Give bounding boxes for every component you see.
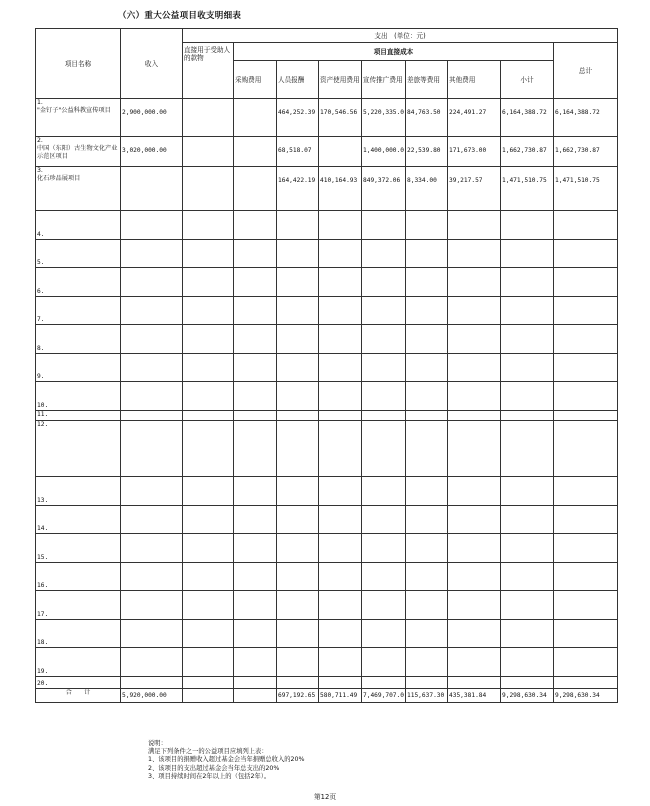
table-row [36, 325, 618, 354]
empty-cell [406, 354, 448, 382]
empty-cell [362, 648, 406, 677]
empty-cell [319, 354, 362, 382]
empty-cell [121, 534, 183, 563]
empty-cell [121, 240, 183, 268]
empty-cell [319, 477, 362, 506]
empty-cell [406, 411, 448, 421]
empty-cell [448, 268, 501, 297]
empty-cell [319, 382, 362, 411]
cell-subtotal: 1,471,510.75 [501, 167, 554, 211]
empty-cell [277, 421, 319, 477]
empty-cell [362, 297, 406, 325]
empty-cell [554, 325, 618, 354]
sum-total: 9,298,630.34 [554, 689, 618, 703]
empty-cell [406, 534, 448, 563]
cell-travel: 22,539.80 [406, 137, 448, 167]
cell-project-name [36, 167, 121, 211]
cell-income [121, 167, 183, 211]
project-name: 化石珍品展项目 [37, 175, 81, 182]
empty-cell [448, 563, 501, 591]
header-direct-cost: 项目直接成本 [234, 43, 554, 61]
cell-income: 2,900,000.00 [121, 99, 183, 137]
empty-cell [319, 677, 362, 689]
empty-cell [183, 591, 234, 620]
empty-cell [362, 268, 406, 297]
row-number: 14. [36, 506, 121, 534]
empty-cell [554, 591, 618, 620]
header-promotion: 宣传推广费用 [362, 61, 406, 99]
empty-cell [183, 648, 234, 677]
empty-cell [554, 268, 618, 297]
empty-cell [362, 620, 406, 648]
table-row [36, 563, 618, 591]
sum-travel: 115,637.30 [406, 689, 448, 703]
empty-cell [121, 411, 183, 421]
empty-cell [121, 354, 183, 382]
empty-cell [448, 591, 501, 620]
table-row [36, 591, 618, 620]
row-number: 12. [36, 421, 121, 477]
table-row [36, 167, 618, 211]
project-name: 中国（东阳）古生物文化产业示范区项目 [37, 145, 118, 160]
empty-cell [183, 354, 234, 382]
empty-cell [501, 325, 554, 354]
empty-cell [448, 240, 501, 268]
empty-cell [121, 591, 183, 620]
cell-income: 3,020,000.00 [121, 137, 183, 167]
empty-cell [362, 506, 406, 534]
sum-promotion: 7,469,707.0 [362, 689, 406, 703]
table-row [36, 534, 618, 563]
empty-cell [277, 620, 319, 648]
cell-other: 39,217.57 [448, 167, 501, 211]
cell-promotion: 1,400,000.0 [362, 137, 406, 167]
empty-cell [183, 325, 234, 354]
empty-cell [362, 591, 406, 620]
empty-cell [234, 620, 277, 648]
cell-other: 224,491.27 [448, 99, 501, 137]
row-number: 9. [36, 354, 121, 382]
empty-cell [406, 648, 448, 677]
header-personnel: 人员报酬 [277, 61, 319, 99]
empty-cell [406, 325, 448, 354]
cell-total: 6,164,388.72 [554, 99, 618, 137]
cell-procurement [234, 167, 277, 211]
header-expense-unit: 支出 (单位：元) [183, 29, 618, 43]
table-row [36, 620, 618, 648]
empty-cell [406, 563, 448, 591]
row-number: 2. [37, 137, 43, 144]
table-row [36, 99, 618, 137]
header-project-name: 项目名称 [36, 29, 121, 99]
header-procurement: 采购费用 [234, 61, 277, 99]
empty-cell [406, 268, 448, 297]
empty-cell [121, 563, 183, 591]
empty-cell [319, 411, 362, 421]
empty-cell [501, 411, 554, 421]
project-income-expense-table [35, 28, 618, 703]
empty-cell [501, 240, 554, 268]
table-row [36, 477, 618, 506]
empty-cell [183, 411, 234, 421]
empty-cell [277, 354, 319, 382]
empty-cell [277, 563, 319, 591]
empty-cell [183, 506, 234, 534]
cell-promotion: 5,220,335.0 [362, 99, 406, 137]
notes [148, 740, 305, 781]
row-number: 10. [36, 382, 121, 411]
table-row [36, 297, 618, 325]
cell-subtotal: 6,164,388.72 [501, 99, 554, 137]
sum-subtotal: 9,298,630.34 [501, 689, 554, 703]
cell-direct-aid [183, 167, 234, 211]
empty-cell [234, 677, 277, 689]
empty-cell [319, 620, 362, 648]
empty-cell [121, 506, 183, 534]
empty-cell [234, 297, 277, 325]
empty-cell [406, 240, 448, 268]
header-income: 收入 [121, 29, 183, 99]
empty-cell [121, 211, 183, 240]
row-number: 4. [36, 211, 121, 240]
empty-cell [362, 421, 406, 477]
row-number: 1. [37, 99, 43, 106]
cell-personnel: 464,252.39 [277, 99, 319, 137]
empty-cell [234, 421, 277, 477]
table-row [36, 240, 618, 268]
empty-cell [234, 506, 277, 534]
empty-cell [319, 268, 362, 297]
cell-personnel: 164,422.19 [277, 167, 319, 211]
empty-cell [554, 677, 618, 689]
empty-cell [362, 563, 406, 591]
empty-cell [448, 211, 501, 240]
empty-cell [183, 534, 234, 563]
cell-asset-use: 170,546.56 [319, 99, 362, 137]
empty-cell [277, 648, 319, 677]
empty-cell [277, 268, 319, 297]
row-number: 15. [36, 534, 121, 563]
sum-direct-aid [183, 689, 234, 703]
empty-cell [554, 297, 618, 325]
cell-project-name [36, 137, 121, 167]
note-line: 满足下列条件之一的公益项目应填列上表： [148, 748, 268, 756]
empty-cell [319, 534, 362, 563]
empty-cell [234, 268, 277, 297]
sum-other: 435,381.84 [448, 689, 501, 703]
empty-cell [501, 268, 554, 297]
cell-asset-use [319, 137, 362, 167]
empty-cell [362, 325, 406, 354]
empty-cell [448, 325, 501, 354]
empty-cell [234, 382, 277, 411]
empty-cell [501, 421, 554, 477]
empty-cell [448, 677, 501, 689]
empty-cell [448, 477, 501, 506]
empty-cell [277, 211, 319, 240]
table-row [36, 137, 618, 167]
row-number: 3. [37, 167, 43, 174]
header-direct-aid: 直接用于受助人的款物 [183, 43, 234, 99]
empty-cell [501, 677, 554, 689]
row-number: 18. [36, 620, 121, 648]
sum-asset-use: 580,711.49 [319, 689, 362, 703]
empty-cell [277, 677, 319, 689]
table-row [36, 211, 618, 240]
header-travel: 差旅等费用 [406, 61, 448, 99]
empty-cell [406, 677, 448, 689]
empty-cell [554, 534, 618, 563]
empty-cell [319, 421, 362, 477]
table-row [36, 506, 618, 534]
table-row [36, 354, 618, 382]
empty-cell [448, 506, 501, 534]
empty-cell [448, 382, 501, 411]
empty-cell [234, 325, 277, 354]
table-row [36, 677, 618, 689]
empty-cell [554, 648, 618, 677]
empty-cell [406, 382, 448, 411]
header-other: 其他费用 [448, 61, 501, 99]
row-number: 16. [36, 563, 121, 591]
empty-cell [554, 240, 618, 268]
empty-cell [501, 506, 554, 534]
cell-travel: 8,334.00 [406, 167, 448, 211]
sum-personnel: 697,192.65 [277, 689, 319, 703]
empty-cell [234, 211, 277, 240]
empty-cell [277, 325, 319, 354]
table-row [36, 382, 618, 411]
empty-cell [277, 240, 319, 268]
empty-cell [448, 620, 501, 648]
empty-cell [362, 382, 406, 411]
empty-cell [121, 677, 183, 689]
empty-cell [183, 477, 234, 506]
row-number: 7. [36, 297, 121, 325]
table-row [36, 648, 618, 677]
empty-cell [448, 534, 501, 563]
empty-cell [362, 677, 406, 689]
empty-cell [406, 477, 448, 506]
empty-cell [319, 325, 362, 354]
empty-cell [448, 648, 501, 677]
empty-cell [501, 534, 554, 563]
empty-cell [183, 421, 234, 477]
note-line: 说明： [148, 740, 167, 747]
empty-cell [362, 477, 406, 506]
cell-personnel: 68,518.07 [277, 137, 319, 167]
empty-cell [448, 297, 501, 325]
project-name: "金钉子"公益科教宣传项目 [37, 107, 111, 114]
empty-cell [183, 677, 234, 689]
table-row [36, 421, 618, 477]
cell-direct-aid [183, 99, 234, 137]
row-number: 8. [36, 325, 121, 354]
empty-cell [554, 563, 618, 591]
cell-asset-use: 410,164.93 [319, 167, 362, 211]
empty-cell [183, 268, 234, 297]
note-line: 3、项目持续时间在2年以上的（包括2年）。 [148, 772, 271, 780]
empty-cell [554, 411, 618, 421]
empty-cell [121, 325, 183, 354]
cell-subtotal: 1,662,730.87 [501, 137, 554, 167]
empty-cell [406, 506, 448, 534]
empty-cell [448, 354, 501, 382]
page-title: （六）重大公益项目收支明细表 [118, 11, 242, 21]
empty-cell [121, 421, 183, 477]
empty-cell [406, 211, 448, 240]
empty-cell [319, 648, 362, 677]
empty-cell [501, 620, 554, 648]
empty-cell [362, 211, 406, 240]
sum-procurement [234, 689, 277, 703]
empty-cell [448, 411, 501, 421]
empty-cell [277, 591, 319, 620]
row-number: 17. [36, 591, 121, 620]
empty-cell [121, 648, 183, 677]
empty-cell [234, 591, 277, 620]
cell-project-name [36, 99, 121, 137]
cell-promotion: 849,372.06 [362, 167, 406, 211]
header-asset-use: 资产使用费用 [319, 61, 362, 99]
empty-cell [501, 354, 554, 382]
empty-cell [234, 240, 277, 268]
empty-cell [554, 506, 618, 534]
empty-cell [448, 421, 501, 477]
empty-cell [501, 477, 554, 506]
empty-cell [319, 211, 362, 240]
empty-cell [319, 563, 362, 591]
empty-cell [234, 534, 277, 563]
empty-cell [501, 382, 554, 411]
empty-cell [319, 240, 362, 268]
cell-procurement [234, 137, 277, 167]
table-row [36, 411, 618, 421]
row-number: 5. [36, 240, 121, 268]
cell-direct-aid [183, 137, 234, 167]
empty-cell [183, 297, 234, 325]
header-total: 总计 [554, 43, 618, 99]
header-subtotal: 小计 [501, 61, 554, 99]
cell-procurement [234, 99, 277, 137]
empty-cell [121, 382, 183, 411]
empty-cell [234, 477, 277, 506]
table-row [36, 268, 618, 297]
empty-cell [501, 591, 554, 620]
empty-cell [277, 382, 319, 411]
empty-cell [277, 534, 319, 563]
empty-cell [554, 620, 618, 648]
empty-cell [362, 534, 406, 563]
empty-cell [183, 382, 234, 411]
empty-cell [319, 297, 362, 325]
empty-cell [234, 563, 277, 591]
empty-cell [501, 211, 554, 240]
empty-cell [183, 240, 234, 268]
empty-cell [554, 354, 618, 382]
empty-cell [319, 591, 362, 620]
row-number: 13. [36, 477, 121, 506]
page-number: 第12页 [313, 793, 337, 801]
empty-cell [121, 620, 183, 648]
empty-cell [277, 506, 319, 534]
empty-cell [406, 620, 448, 648]
empty-cell [183, 563, 234, 591]
empty-cell [121, 477, 183, 506]
empty-cell [234, 648, 277, 677]
empty-cell [501, 297, 554, 325]
empty-cell [234, 411, 277, 421]
empty-cell [554, 421, 618, 477]
cell-total: 1,471,510.75 [554, 167, 618, 211]
sum-income: 5,920,000.00 [121, 689, 183, 703]
empty-cell [554, 211, 618, 240]
row-number: 11. [36, 411, 121, 421]
empty-cell [501, 648, 554, 677]
sum-label: 合 计 [36, 689, 121, 703]
empty-cell [183, 620, 234, 648]
empty-cell [406, 297, 448, 325]
empty-cell [121, 268, 183, 297]
cell-other: 171,673.00 [448, 137, 501, 167]
empty-cell [362, 240, 406, 268]
empty-cell [362, 411, 406, 421]
cell-total: 1,662,730.87 [554, 137, 618, 167]
empty-cell [362, 354, 406, 382]
empty-cell [554, 477, 618, 506]
empty-cell [406, 421, 448, 477]
cell-travel: 84,763.50 [406, 99, 448, 137]
empty-cell [554, 382, 618, 411]
empty-cell [121, 297, 183, 325]
row-number: 19. [36, 648, 121, 677]
empty-cell [277, 477, 319, 506]
row-number: 20. [36, 677, 121, 689]
empty-cell [277, 297, 319, 325]
empty-cell [183, 211, 234, 240]
note-line: 2、该项目的支出超过基金会当年总支出的20% [148, 764, 280, 772]
empty-cell [406, 591, 448, 620]
row-number: 6. [36, 268, 121, 297]
empty-cell [501, 563, 554, 591]
empty-cell [319, 506, 362, 534]
empty-cell [277, 411, 319, 421]
sum-row [36, 689, 618, 703]
note-line: 1、该项目的捐赠收入超过基金会当年捐赠总收入的20% [148, 756, 305, 764]
empty-cell [234, 354, 277, 382]
